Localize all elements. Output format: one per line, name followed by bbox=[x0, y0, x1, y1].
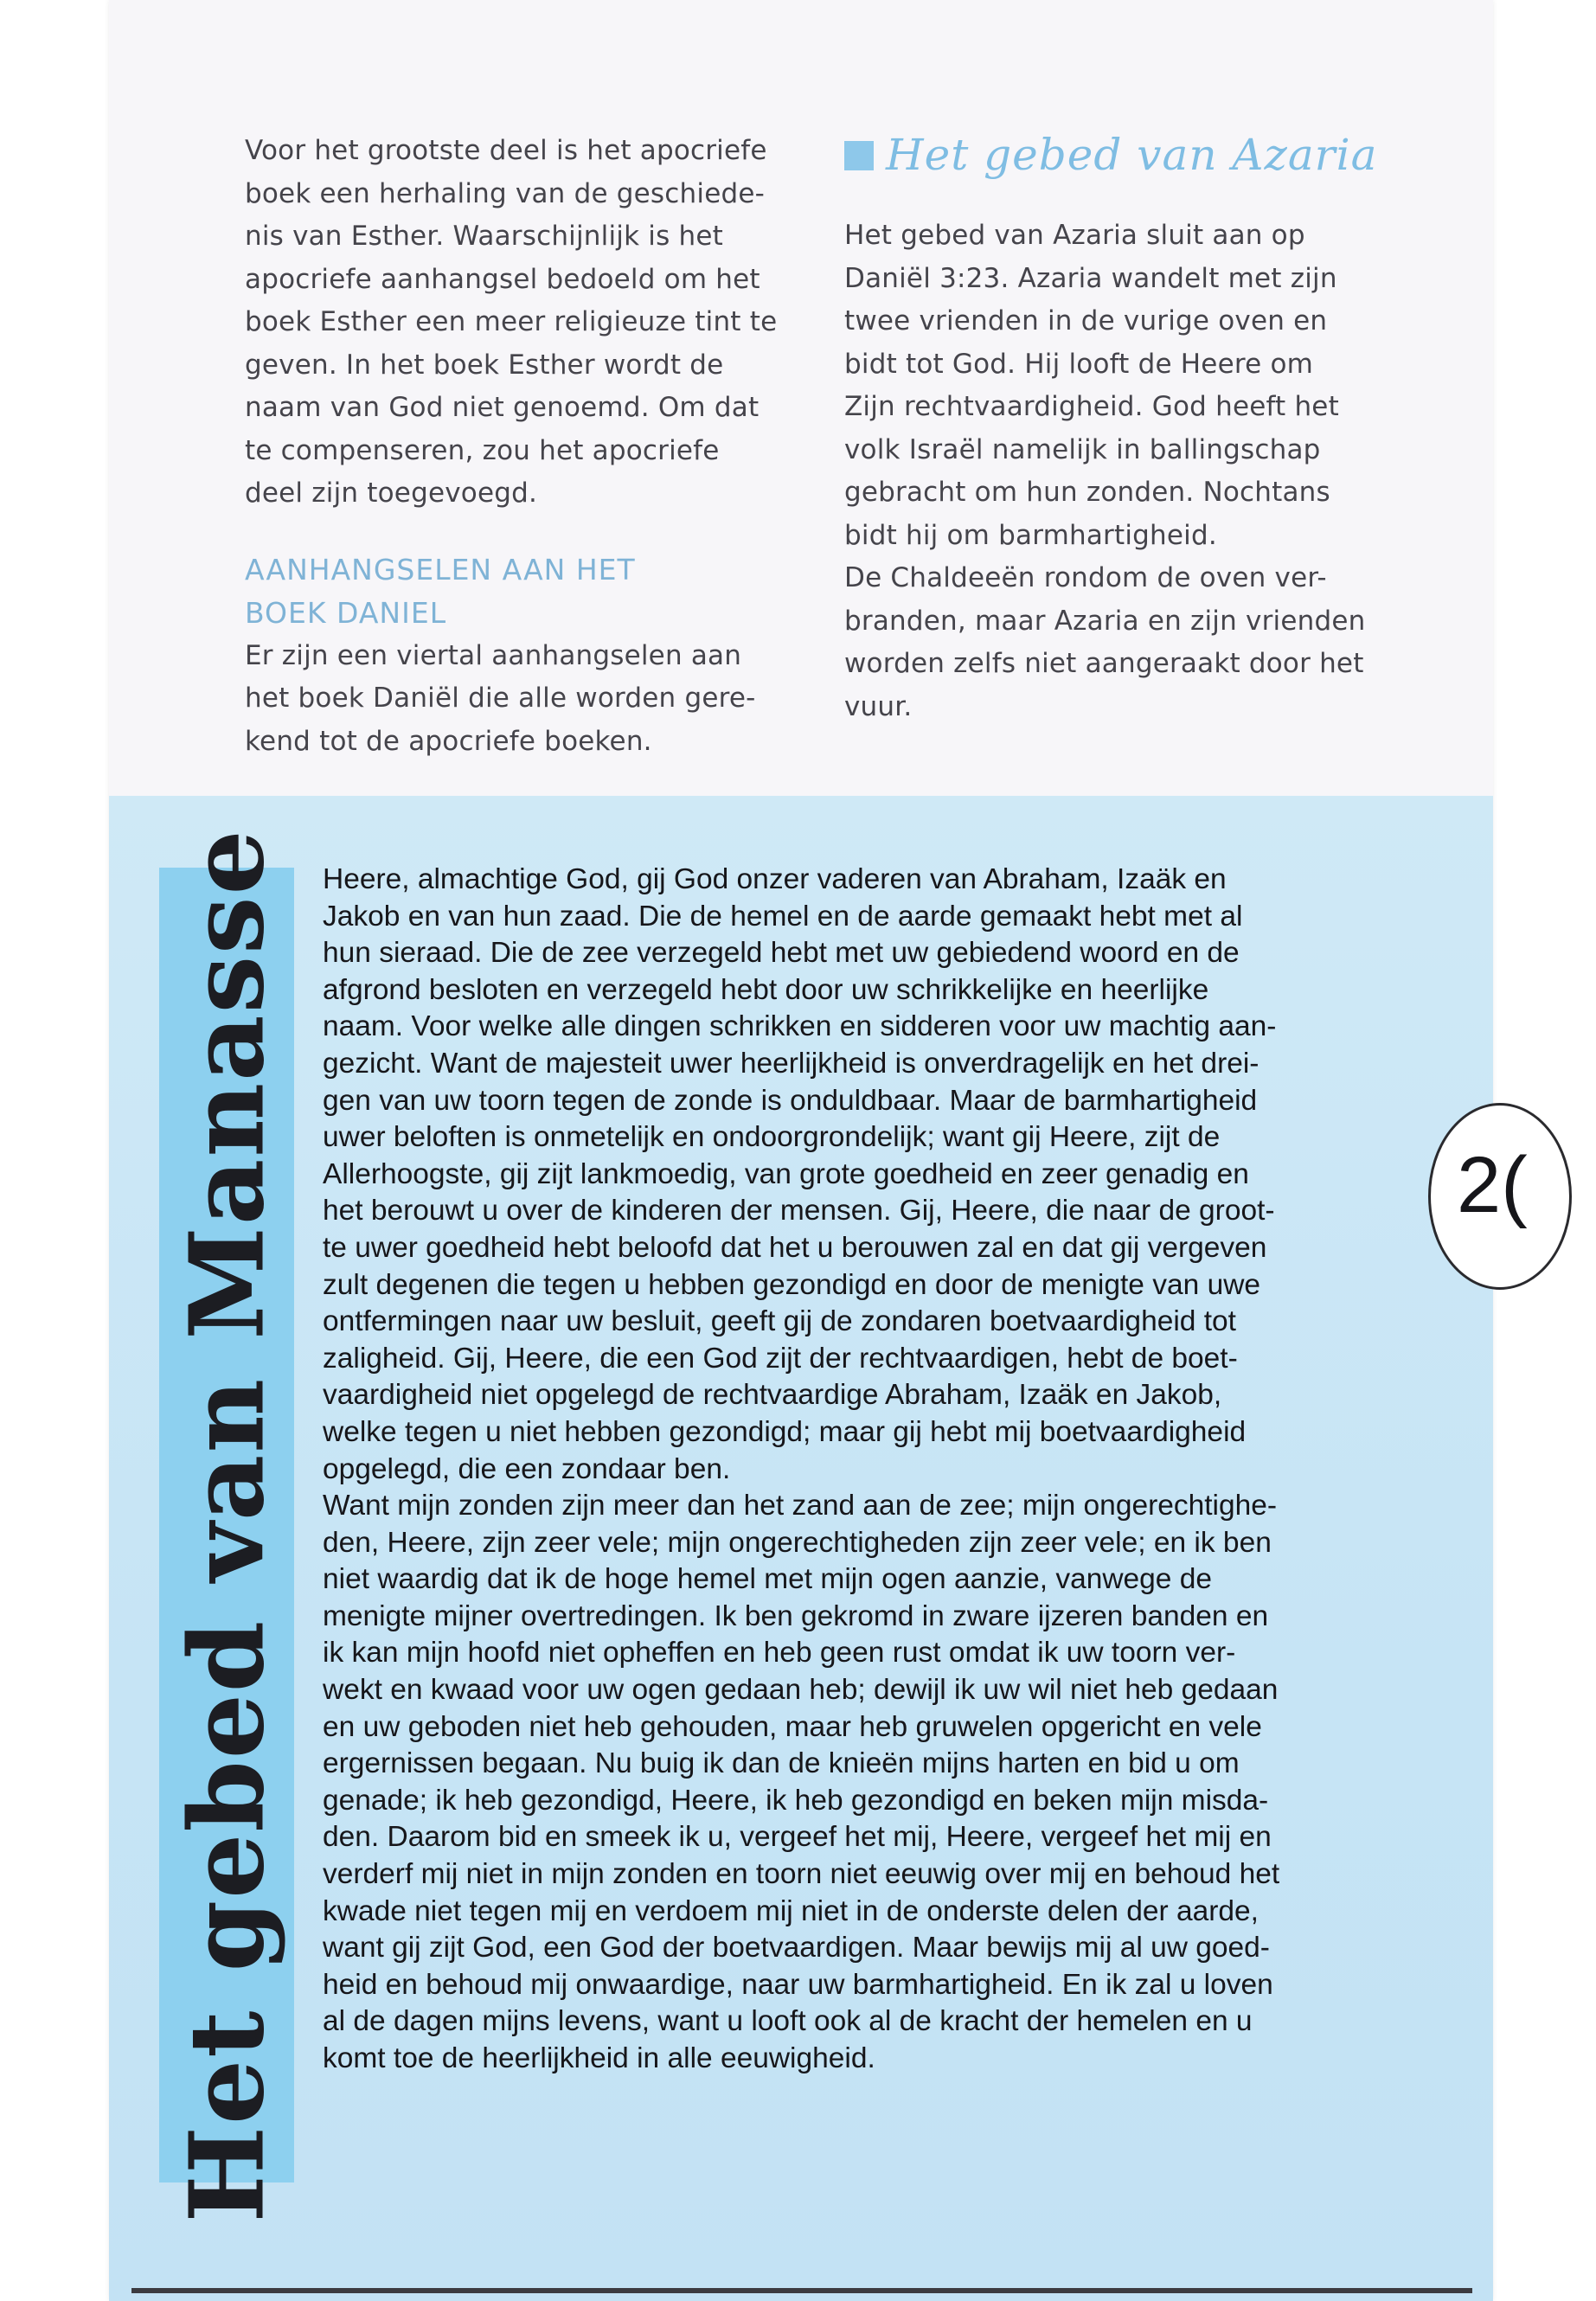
bottom-rule bbox=[131, 2288, 1472, 2293]
daniel-paragraph: Er zijn een viertal aanhangselen aan het boek Daniël die alle worden gere- kend tot de apocriefe boeken. bbox=[245, 639, 756, 757]
manasse-vertical-title: Het gebed van Manasse bbox=[166, 827, 287, 2223]
square-bullet-icon bbox=[844, 141, 874, 170]
vertical-title-bar bbox=[159, 827, 294, 2223]
prayer-paragraph-1: Heere, almachtige God, gij God onzer vaderen van Abraham, Izaäk en Jakob en van hun zaad. Die de hemel en de aarde gemaakt hebt met al hun sieraad. Die de zee verzegeld hebt met uw gebiedend woord en de afgrond besloten en verzegeld hebt door uw schrikkelijke en heerlijke naam. Voor welke alle dingen schrikken en sidderen voor uw machtig aan- gezicht. Want de majesteit uwer heerlijkheid is onverdragelijk en het drei- gen van uw toorn tegen de zonde is onduldbaar. Maar de barmhartigheid uwer beloften is onmetelijk en ondoorgrondelijk; want gij Heere, zijt de Allerhoogste, gij zijt lankmoedig, van grote goedheid en zeer genadig en het berouwt u over de kinderen der mensen. Gij, Heere, die naar de groot- te uwer goedheid hebt beloofd dat het u berouwen zal en dat gij vergeven zult degenen die tegen u hebben gezondigd en door de menigte van uwe ontfermingen naar uw besluit, geeft gij de zondaren boetvaardigheid tot zaligheid. Gij, Heere, die een God zijt der rechtvaardigen, hebt de boet- vaardigheid niet opgelegd de rechtvaardige Abraham, Izaäk en Jakob, welke tegen u niet hebben gezondigd; maar gij hebt mij boetvaardigheid opgelegd, die een zondaar ben. bbox=[323, 863, 1277, 1485]
page-number: 2( bbox=[1457, 1141, 1528, 1229]
left-column bbox=[245, 130, 798, 763]
esther-paragraph: Voor het grootste deel is het apocriefe boek een herhaling van de geschiede- nis van Esther. Waarschijnlijk is het apocriefe aanhangsel bedoeld om het boek Esther een meer religieuze tint te geven. In het boek Esther wordt de naam van God niet genoemd. Om dat te compenseren, zou het apocriefe deel zijn toegevoegd. bbox=[245, 135, 778, 509]
manasse-prayer-text bbox=[323, 862, 1404, 2078]
prayer-paragraph-2: Want mijn zonden zijn meer dan het zand aan de zee; mijn ongerechtighe- den, Heere, zijn zeer vele; mijn ongerechtigheden zijn zeer vele; en ik ben niet waardig dat ik de hoge hemel met mijn ogen aanzie, vanwege de menigte mijner overtredingen. Ik ben gekromd in zware ijzeren banden en ik kan mijn hoofd niet opheffen en heb geen rust omdat ik uw toorn ver- wekt en kwaad voor uw ogen gedaan heb; dewijl ik uw wil niet heb gedaan en uw geboden niet heb gehouden, maar heb gruwelen opgericht en vele ergernissen begaan. Nu buig ik dan de knieën mijns harten en bid u om genade; ik heb gezondigd, Heere, ik heb gezondigd en beken mijn misda- den. Daarom bid en smeek ik u, vergeef het mij, Heere, vergeef het mij en verderf mij niet in mijn zonden en toorn niet eeuwig over mij en behoud het kwade niet tegen mij en verdoem mij niet in de onderste delen der aarde, want gij zijt God, een God der boetvaardigen. Maar bewijs mij al uw goed- heid en behoud mij onwaardige, naar uw barmhartigheid. En ik zal u loven al de dagen mijns levens, want u looft ook al de kracht der hemelen en u komt toe de heerlijkheid in alle eeuwigheid. bbox=[323, 1490, 1280, 2074]
azaria-heading bbox=[844, 130, 1398, 182]
azaria-paragraph: Het gebed van Azaria sluit aan op Daniël 3:23. Azaria wandelt met zijn twee vrienden in de vurige oven en bidt tot God. Hij looft de Heere om Zijn rechtvaardigheid. God heeft het volk Israël namelijk in ballingschap gebracht om hun zonden. Nochtans bidt hij om barmhartigheid. De Chaldeeën rondom de oven ver- branden, maar Azaria en zijn vrienden worden zelfs niet aangeraakt door het vuur. bbox=[844, 220, 1366, 722]
page bbox=[109, 0, 1528, 2301]
upper-section bbox=[109, 0, 1493, 796]
page-number-tab bbox=[1428, 1103, 1572, 1290]
daniel-subheading: AANHANGSELEN AAN HET BOEK DANIEL bbox=[245, 552, 636, 630]
azaria-title: Het gebed van Azaria bbox=[886, 130, 1378, 181]
right-column bbox=[844, 130, 1398, 728]
